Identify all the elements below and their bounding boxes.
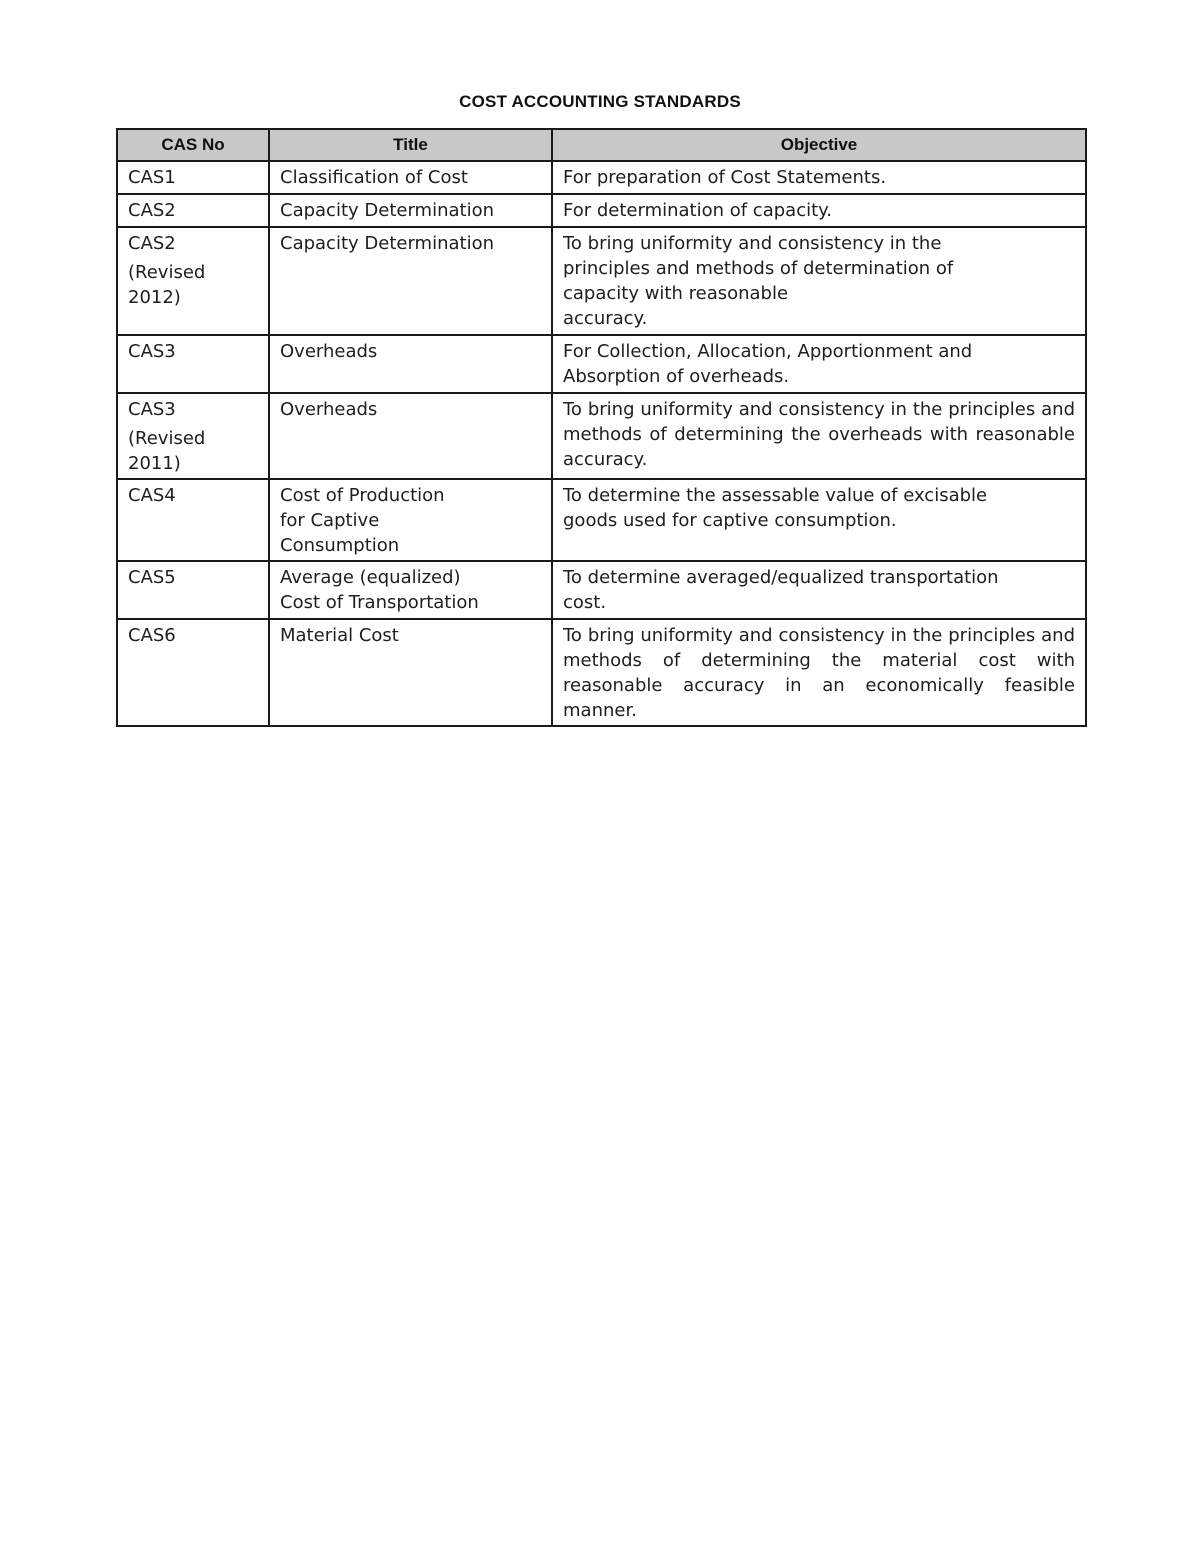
table-row <box>117 161 1086 194</box>
objective-cell <box>552 194 1086 227</box>
cas-title: Overheads <box>280 341 378 362</box>
cas-no: CAS2 <box>128 233 176 254</box>
cas-no-cell <box>117 227 269 335</box>
cas-objective: To bring uniformity and consistency in the principles and methods of determining the material cost with reasonable accuracy in an economically feasible manner. <box>563 625 1075 721</box>
title-cell <box>269 393 552 479</box>
cas-objective: For Collection, Allocation, Apportionment and Absorption of overheads. <box>563 341 973 387</box>
table-row <box>117 479 1086 561</box>
objective-cell <box>552 561 1086 619</box>
title-cell <box>269 227 552 335</box>
cas-no: CAS2 <box>128 200 176 221</box>
table-row <box>117 619 1086 726</box>
cas-no: CAS6 <box>128 625 176 646</box>
cas-no: CAS3 <box>128 341 176 362</box>
cas-title: Cost of Production for Captive Consumption <box>280 485 445 556</box>
cas-objective: To bring uniformity and consistency in the principles and methods of determination of capacity with reasonable accuracy. <box>563 233 954 329</box>
title-cell <box>269 619 552 726</box>
title-cell <box>269 335 552 393</box>
cas-title: Classification of Cost <box>280 167 468 188</box>
cas-title: Average (equalized) Cost of Transportation <box>280 567 479 613</box>
objective-cell <box>552 161 1086 194</box>
cas-no-cell <box>117 335 269 393</box>
cas-no: CAS1 <box>128 167 176 188</box>
objective-cell <box>552 335 1086 393</box>
cas-title: Overheads <box>280 399 378 420</box>
title-cell <box>269 479 552 561</box>
cas-objective: To determine averaged/equalized transportation cost. <box>563 567 999 613</box>
cas-objective: For preparation of Cost Statements. <box>563 167 887 188</box>
header-objective: Objective <box>552 129 1086 161</box>
cas-no-revision: (Revised 2012) <box>128 262 206 308</box>
cas-no-cell <box>117 194 269 227</box>
table-row <box>117 227 1086 335</box>
cas-no-revision: (Revised 2011) <box>128 428 206 474</box>
cas-no-cell <box>117 393 269 479</box>
cas-no: CAS4 <box>128 485 176 506</box>
cas-no-cell <box>117 479 269 561</box>
table-row <box>117 561 1086 619</box>
table-header-row <box>117 129 1086 161</box>
cas-no: CAS5 <box>128 567 176 588</box>
cas-objective: To bring uniformity and consistency in the principles and methods of determining the overheads with reasonable accuracy. <box>563 399 1075 470</box>
table-row <box>117 194 1086 227</box>
objective-cell <box>552 393 1086 479</box>
cas-title: Material Cost <box>280 625 399 646</box>
document-title: COST ACCOUNTING STANDARDS <box>459 92 741 111</box>
header-cas-no: CAS No <box>117 129 269 161</box>
title-cell <box>269 194 552 227</box>
cas-no-cell <box>117 161 269 194</box>
cas-no-cell <box>117 619 269 726</box>
cas-no: CAS3 <box>128 399 176 420</box>
cas-title: Capacity Determination <box>280 200 494 221</box>
cas-no-cell <box>117 561 269 619</box>
title-cell <box>269 161 552 194</box>
cas-title: Capacity Determination <box>280 233 494 254</box>
table-row <box>117 393 1086 479</box>
table-row <box>117 335 1086 393</box>
objective-cell <box>552 227 1086 335</box>
title-cell <box>269 561 552 619</box>
cas-table <box>116 128 1087 727</box>
header-title: Title <box>269 129 552 161</box>
objective-cell <box>552 619 1086 726</box>
cas-objective: For determination of capacity. <box>563 200 832 221</box>
cas-objective: To determine the assessable value of excisable goods used for captive consumption. <box>563 485 988 531</box>
objective-cell <box>552 479 1086 561</box>
